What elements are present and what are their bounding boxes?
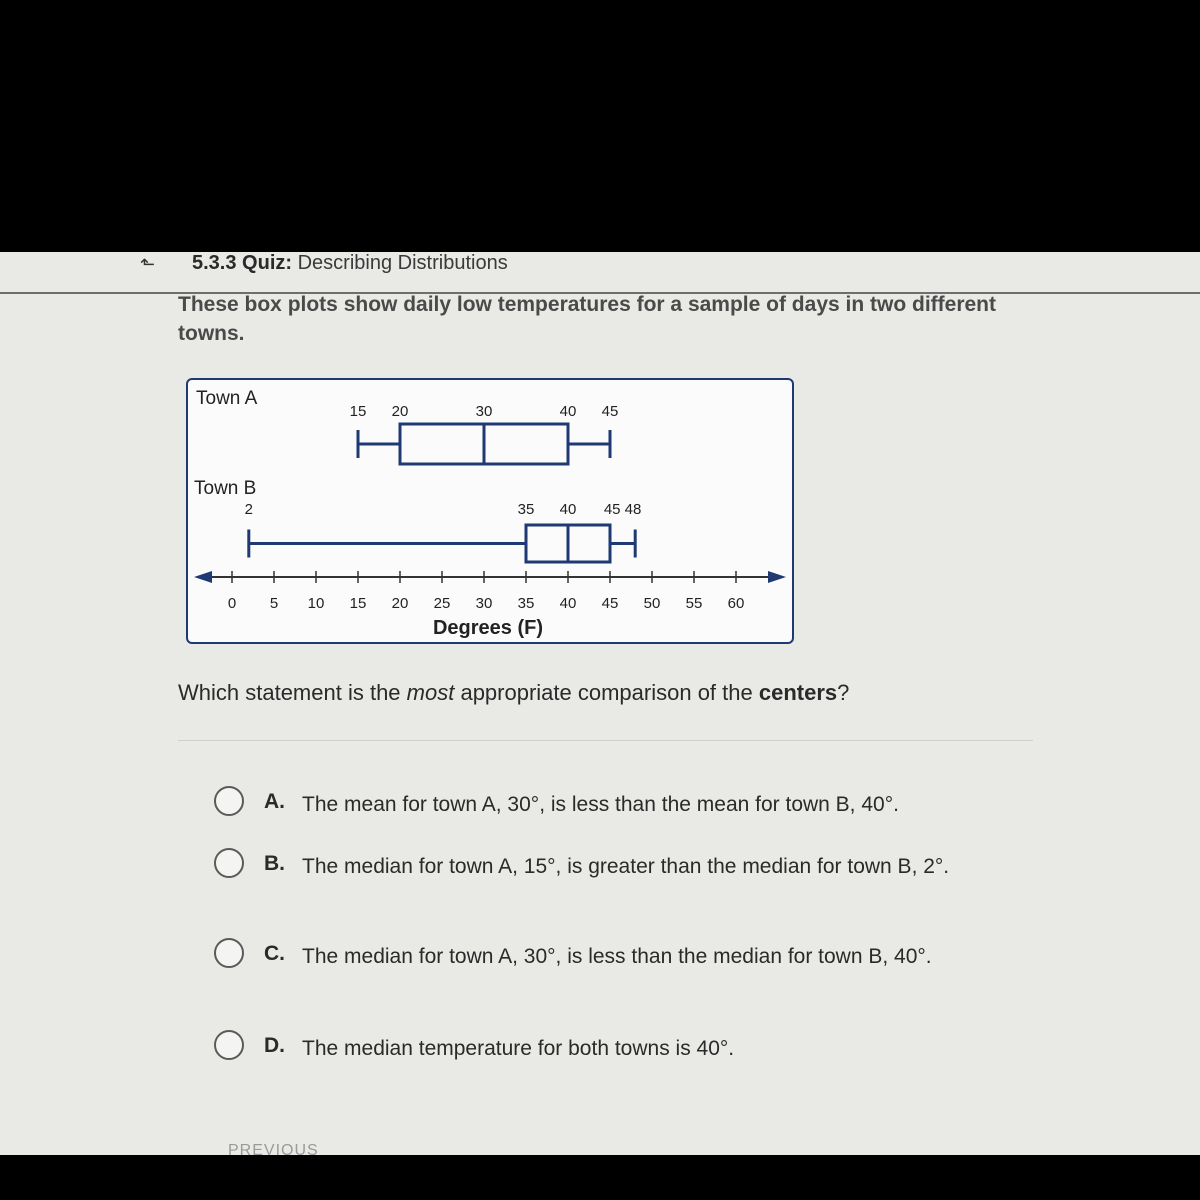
tick-label: 45 — [601, 595, 619, 612]
back-arrow-icon[interactable]: ⬑ — [140, 254, 156, 274]
value-label: 45 — [601, 403, 619, 420]
tick-label: 55 — [685, 595, 703, 612]
option-text: The median for town A, 30°, is less than the median for town B, 40°. — [302, 945, 932, 968]
quiz-header — [0, 252, 1200, 294]
tick-label: 50 — [643, 595, 661, 612]
value-label: 45 48 — [603, 501, 642, 518]
question-emphasis: most — [406, 680, 455, 705]
series-label: Town A — [196, 388, 258, 409]
tick-label: 40 — [559, 595, 577, 612]
value-label: 40 — [559, 501, 577, 518]
option-letter: B. — [264, 852, 285, 875]
tick-label: 5 — [269, 595, 279, 612]
question-text — [178, 680, 849, 706]
value-label: 2 — [244, 501, 253, 518]
tick-label: 35 — [517, 595, 535, 612]
arrow-right-icon — [768, 571, 786, 583]
quiz-title — [192, 252, 508, 275]
radio-button[interactable] — [214, 938, 244, 968]
quiz-name: Describing Distributions — [297, 252, 508, 274]
series-label: Town B — [194, 478, 257, 499]
option-text: The mean for town A, 30°, is less than the mean for town B, 40°. — [302, 793, 899, 816]
question-prompt: These box plots show daily low temperatures for a sample of days in two different towns. — [178, 293, 996, 345]
option-text: The median temperature for both towns is 40°. — [302, 1037, 735, 1060]
previous-link[interactable]: PREVIOUS — [228, 1142, 319, 1155]
radio-button[interactable] — [214, 848, 244, 878]
tick-label: 30 — [475, 595, 493, 612]
quiz-screen — [0, 252, 1200, 1155]
divider — [178, 740, 1033, 741]
option-letter: C. — [264, 942, 285, 965]
question-pre: Which statement is the — [178, 680, 407, 705]
value-label: 15 — [349, 403, 367, 420]
tick-label: 10 — [307, 595, 325, 612]
option-letter: D. — [264, 1034, 285, 1057]
radio-button[interactable] — [214, 1030, 244, 1060]
value-label: 35 — [517, 501, 535, 518]
tick-label: 20 — [391, 595, 409, 612]
value-label: 20 — [391, 403, 409, 420]
tick-label: 15 — [349, 595, 367, 612]
x-axis-label: Degrees (F) — [432, 617, 544, 639]
question-post: ? — [837, 680, 850, 705]
question-mid: appropriate comparison of the — [454, 680, 759, 705]
arrow-left-icon — [194, 571, 212, 583]
tick-label: 0 — [227, 595, 237, 612]
tick-label: 25 — [433, 595, 451, 612]
tick-label: 60 — [727, 595, 745, 612]
value-label: 40 — [559, 403, 577, 420]
box-plot-chart — [186, 378, 794, 644]
quiz-section: 5.3.3 — [192, 252, 237, 274]
box-plot-svg — [188, 380, 792, 642]
option-letter: A. — [264, 790, 285, 813]
value-label: 30 — [475, 403, 493, 420]
question-strong: centers — [758, 680, 838, 705]
option-text: The median for town A, 15°, is greater than the median for town B, 2°. — [302, 855, 950, 878]
quiz-type: Quiz: — [242, 252, 293, 274]
radio-button[interactable] — [214, 786, 244, 816]
